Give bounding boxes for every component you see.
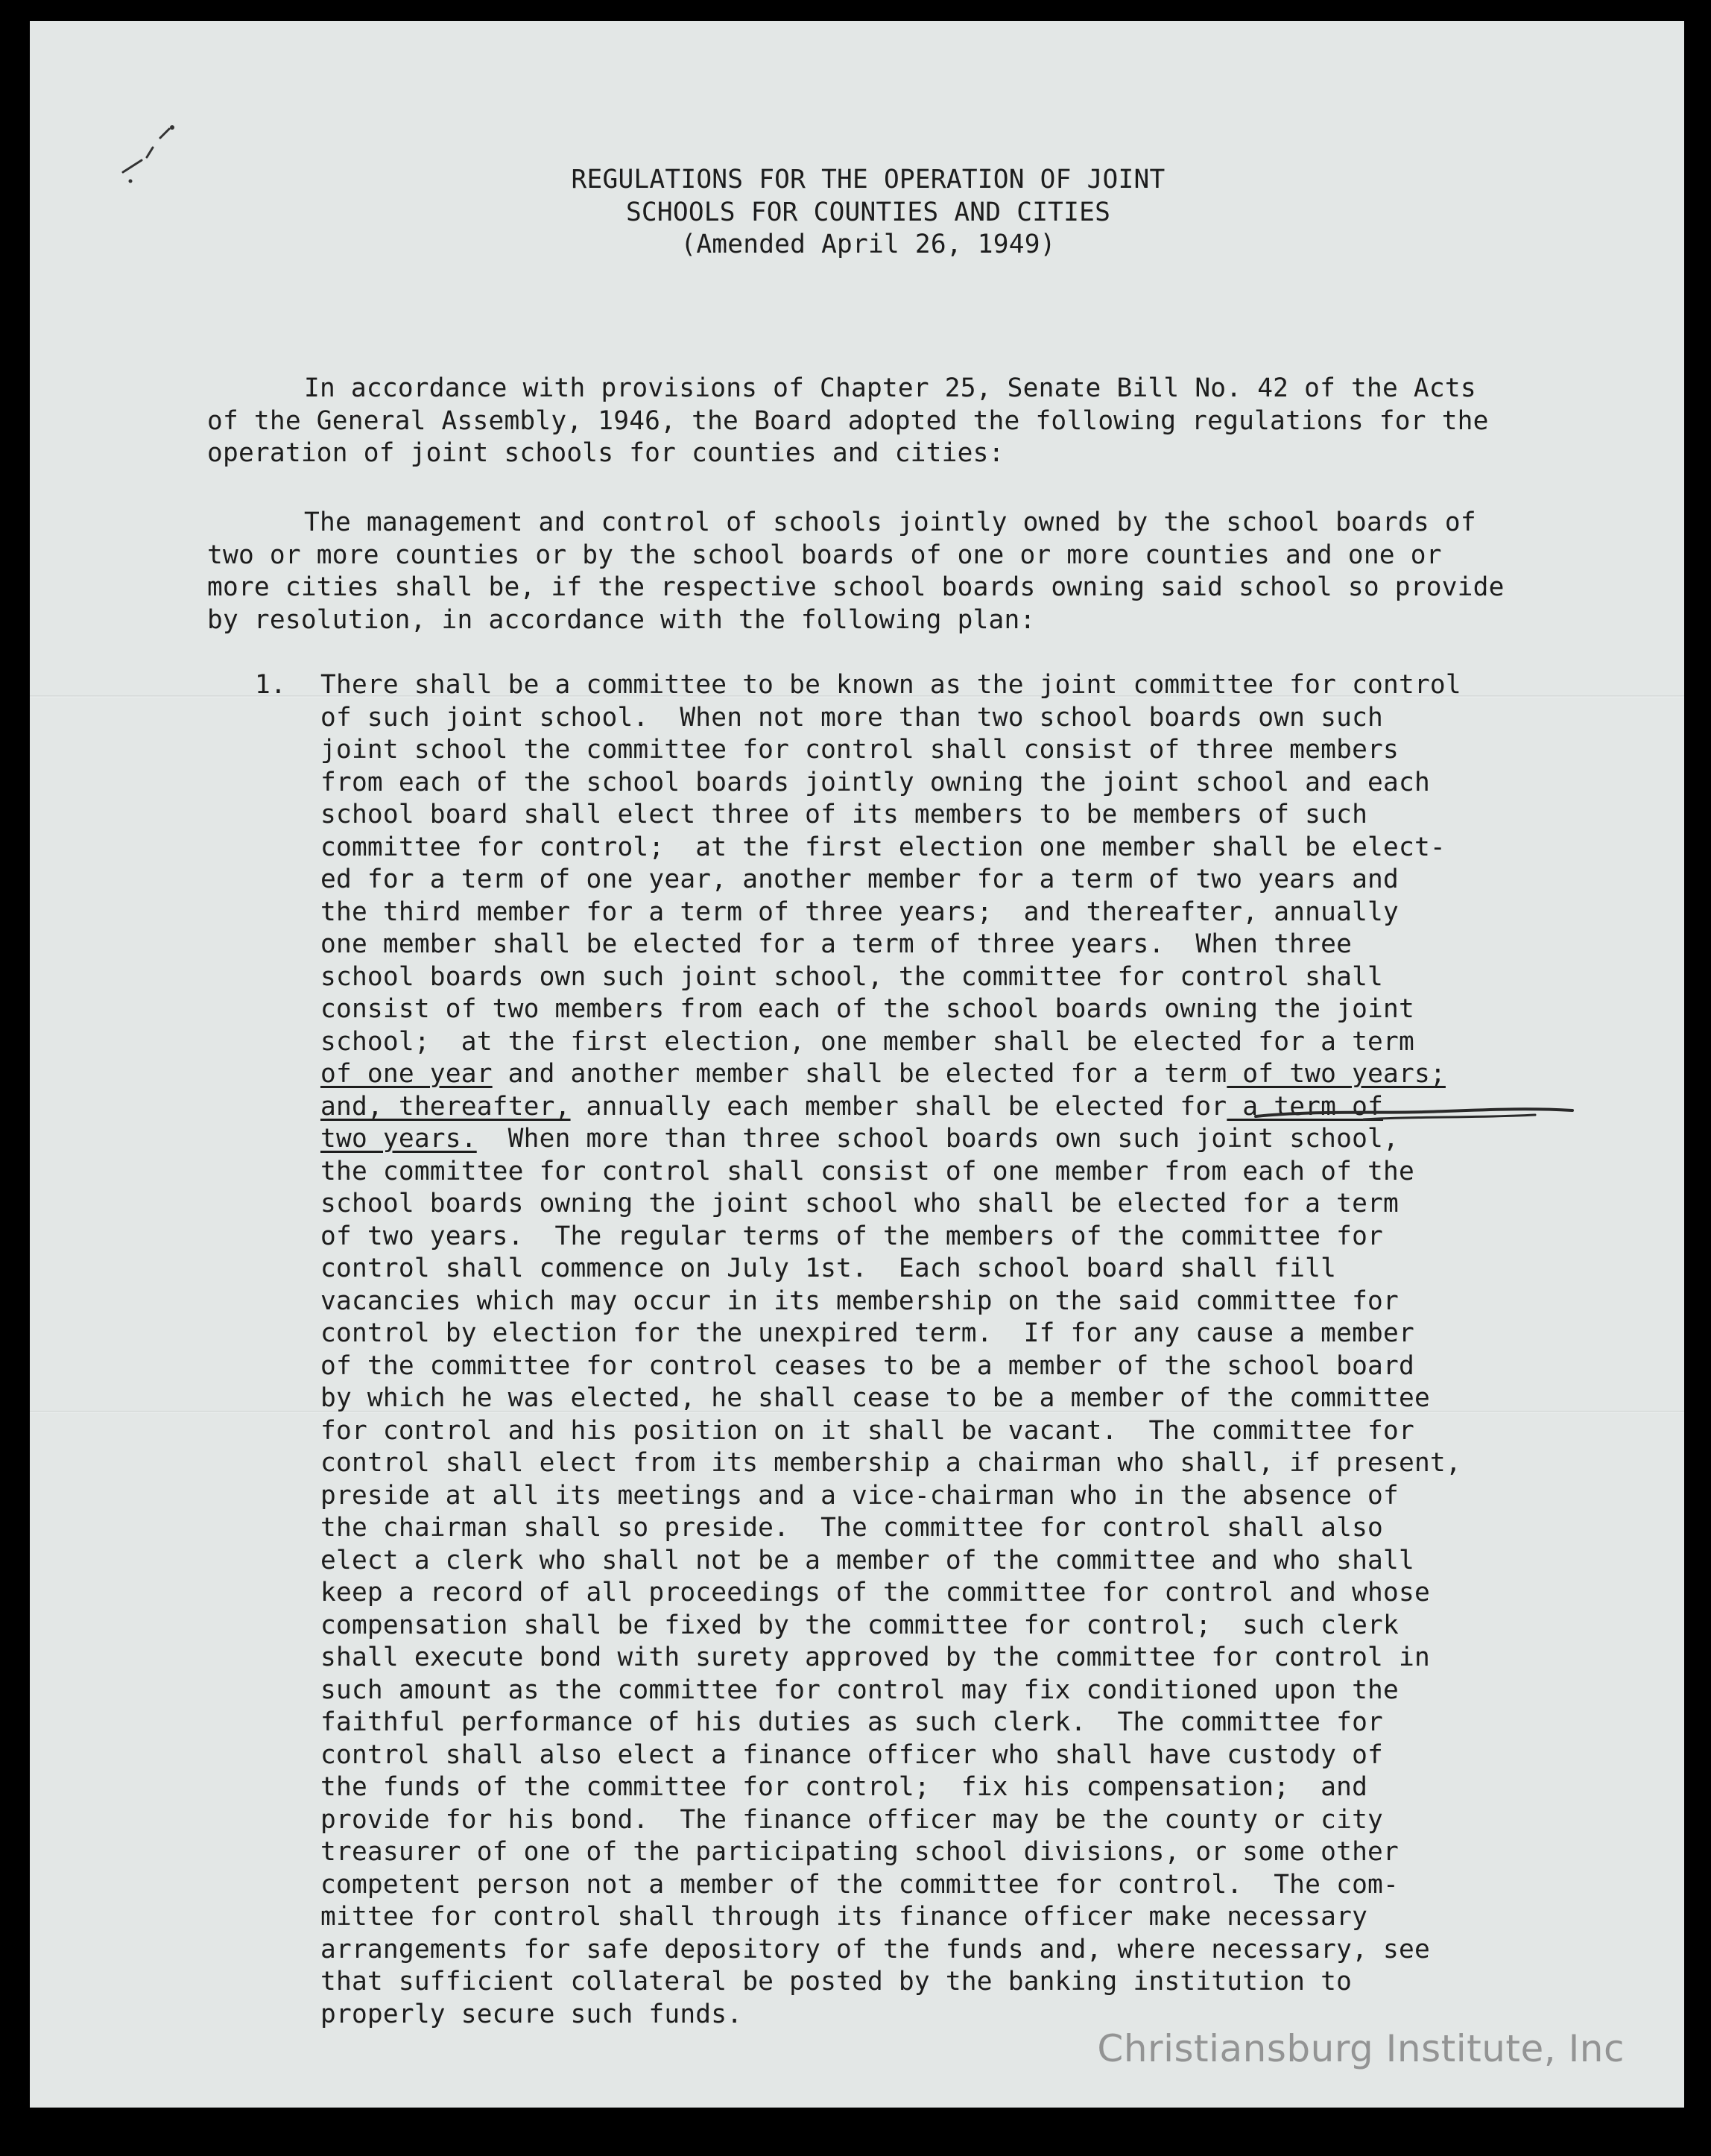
- text-line: of the committee for control ceases to be a member of the school board: [320, 1350, 1414, 1381]
- text-line: arrangements for safe depository of the funds and, where necessary, see: [320, 1934, 1430, 1964]
- text-line: by resolution, in accordance with the following plan:: [207, 604, 1036, 635]
- text-line: faithful performance of his duties as such clerk. The committee for: [320, 1707, 1384, 1737]
- text-line: control shall elect from its membership a chairman who shall, if present,: [320, 1448, 1461, 1478]
- underlined-text: of two years;: [1227, 1059, 1446, 1089]
- regulation-item-1: [255, 669, 1587, 2031]
- text-line: the committee for control shall consist of one member from each of the: [320, 1156, 1414, 1186]
- intro-paragraph: [207, 373, 1571, 470]
- text-line: treasurer of one of the participating school divisions, or some other: [320, 1837, 1399, 1867]
- text-line: There shall be a committee to be known as the joint committee for control: [320, 670, 1461, 700]
- document-title: [30, 164, 1684, 262]
- text-line: joint school the committee for control shall consist of three members: [320, 735, 1399, 765]
- underlined-text: two years.: [320, 1124, 477, 1154]
- item-number: 1.: [255, 670, 286, 700]
- text-line: committee for control; at the first election one member shall be elect-: [320, 832, 1446, 862]
- text-line: by which he was elected, he shall cease to be a member of the committee: [320, 1383, 1430, 1413]
- text-line: of such joint school. When not more than two school boards own such: [320, 702, 1384, 733]
- text-line: that sufficient collateral be posted by the banking institution to: [320, 1967, 1353, 1997]
- text-line: keep a record of all proceedings of the committee for control and whose: [320, 1578, 1430, 1607]
- text-line: school boards owning the joint school who shall be elected for a term: [320, 1189, 1399, 1218]
- title-line: REGULATIONS FOR THE OPERATION OF JOINT: [571, 165, 1166, 195]
- text-line: vacancies which may occur in its membership on the said committee for: [320, 1286, 1399, 1316]
- text-line: consist of two members from each of the school boards owning the joint: [320, 994, 1414, 1024]
- text-line: one member shall be elected for a term of three years. When three: [320, 929, 1353, 959]
- text-line: elect a clerk who shall not be a member of the committee and who shall: [320, 1545, 1414, 1575]
- text-line: In accordance with provisions of Chapter 25, Senate Bill No. 42 of the Acts: [304, 373, 1476, 403]
- document-page: [30, 21, 1684, 2108]
- management-paragraph: [207, 507, 1571, 636]
- text-line: properly secure such funds.: [320, 1999, 743, 2029]
- text-line: school; at the first election, one member shall be elected for a term: [320, 1026, 1414, 1057]
- underlined-text: of one year: [320, 1059, 493, 1089]
- text-line: operation of joint schools for counties and cities:: [207, 438, 1005, 468]
- pen-scribble: [1252, 1094, 1580, 1139]
- text-line: such amount as the committee for control may fix conditioned upon the: [320, 1675, 1399, 1705]
- text-line: provide for his bond. The finance officer may be the county or city: [320, 1804, 1384, 1835]
- text-span: annually each member shall be elected for: [570, 1091, 1227, 1122]
- text-line: The management and control of schools jointly owned by the school boards of: [304, 508, 1476, 537]
- text-line: compensation shall be fixed by the committee for control; such clerk: [320, 1610, 1399, 1640]
- text-line: the chairman shall so preside. The committee for control shall also: [320, 1513, 1384, 1543]
- text-line: the third member for a term of three years; and thereafter, annually: [320, 897, 1399, 927]
- text-line: school board shall elect three of its members to be members of such: [320, 800, 1368, 829]
- text-line: for control and his position on it shall be vacant. The committee for: [320, 1415, 1414, 1446]
- text-line: school boards own such joint school, the committee for control shall: [320, 961, 1384, 992]
- text-line: mittee for control shall through its finance officer make necessary: [320, 1902, 1368, 1932]
- text-line: more cities shall be, if the respective school boards owning said school so provide: [207, 572, 1505, 602]
- text-line: ed for a term of one year, another member for a term of two years and: [320, 864, 1399, 894]
- text-line: two or more counties or by the school boards of one or more counties and one or: [207, 540, 1442, 570]
- text-line: competent person not a member of the committee for control. The com-: [320, 1869, 1399, 1900]
- text-line: control by election for the unexpired term. If for any cause a member: [320, 1318, 1414, 1348]
- text-line: the funds of the committee for control; fix his compensation; and: [320, 1772, 1368, 1802]
- text-span: and another member shall be elected for a term: [492, 1059, 1227, 1089]
- text-line: [320, 1058, 1587, 1091]
- title-line: (Amended April 26, 1949): [680, 230, 1056, 259]
- text-span: When more than three school boards own such joint school,: [476, 1124, 1399, 1154]
- text-line: control shall also elect a finance officer who shall have custody of: [320, 1739, 1384, 1770]
- title-line: SCHOOLS FOR COUNTIES AND CITIES: [625, 197, 1111, 227]
- text-line: control shall commence on July 1st. Each school board shall fill: [320, 1254, 1337, 1283]
- underlined-text: and, thereafter,: [320, 1091, 571, 1122]
- watermark: Christiansburg Institute, Inc: [1097, 2027, 1625, 2070]
- text-line: of two years. The regular terms of the members of the committee for: [320, 1221, 1384, 1251]
- underlined-text: a term of: [1227, 1091, 1384, 1122]
- text-line: preside at all its meetings and a vice-chairman who in the absence of: [320, 1480, 1399, 1511]
- text-line: shall execute bond with surety approved by the committee for control in: [320, 1643, 1430, 1672]
- text-line: from each of the school boards jointly owning the joint school and each: [320, 767, 1430, 797]
- text-line: of the General Assembly, 1946, the Board adopted the following regulations for the: [207, 405, 1489, 436]
